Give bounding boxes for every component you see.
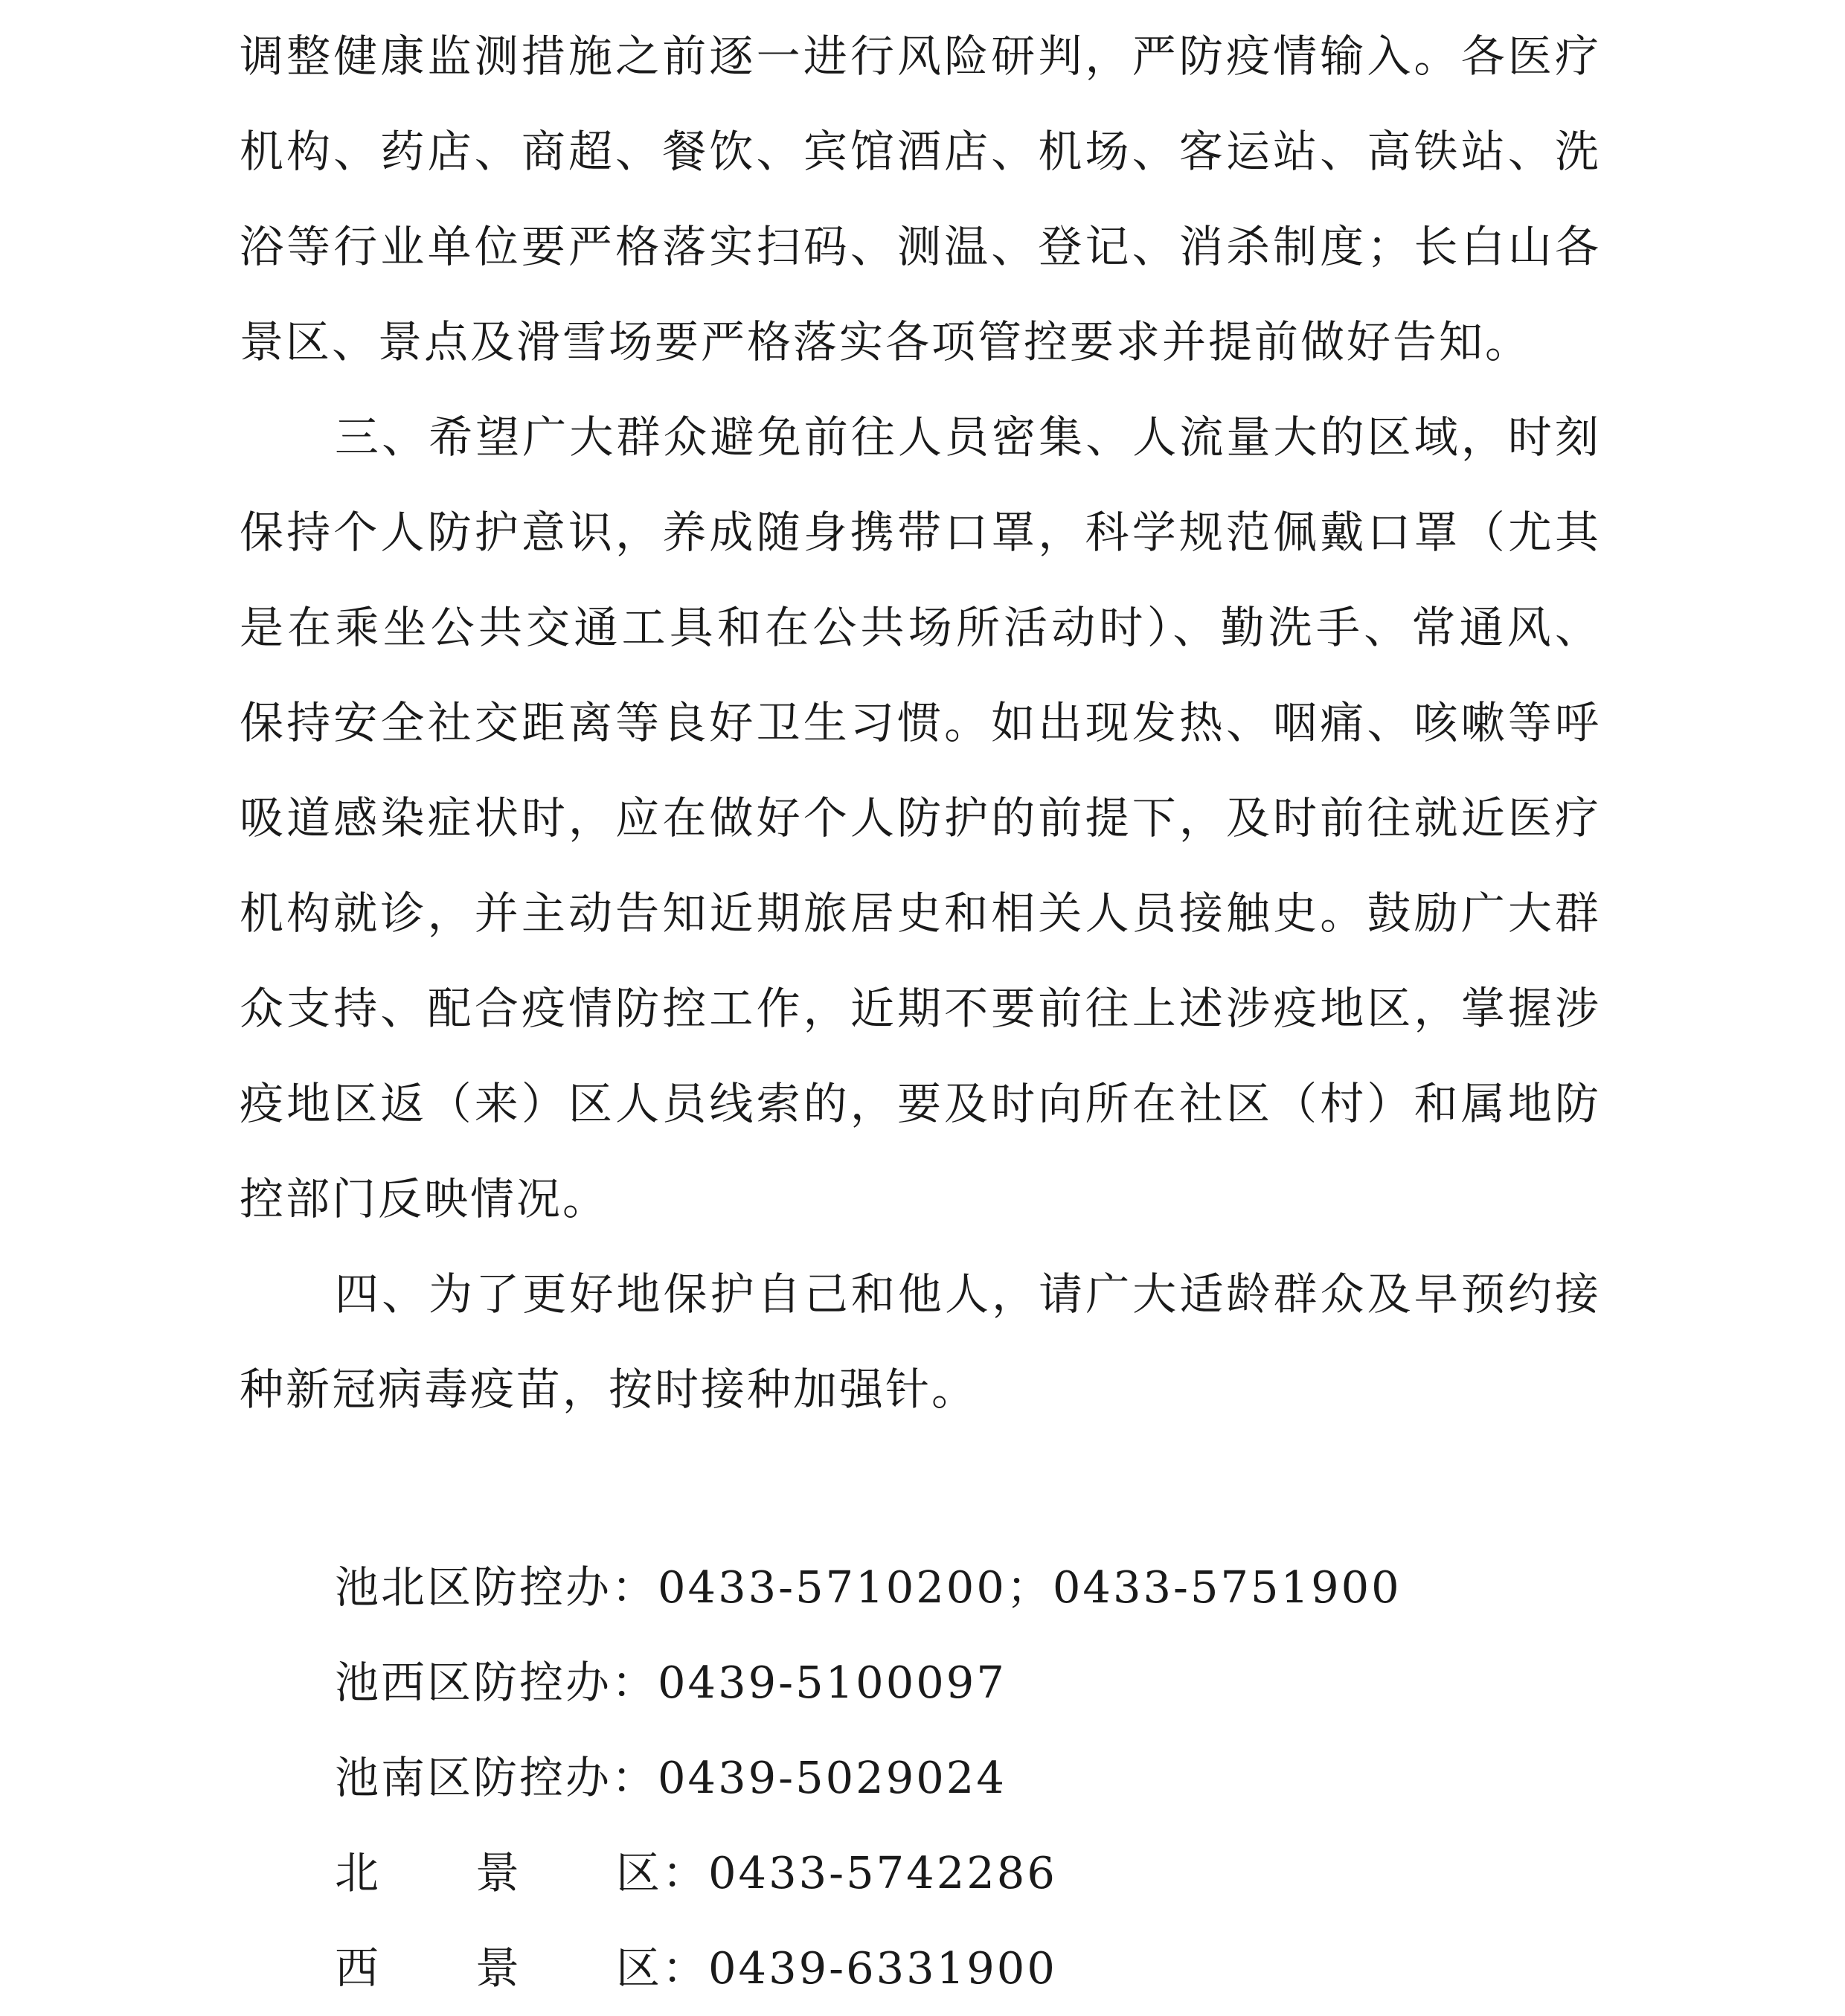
label-char: 北	[335, 1847, 382, 1898]
contact-label	[335, 1921, 662, 2016]
contact-phone: 0439-5029024	[658, 1752, 1007, 1803]
contact-row-beijingqu	[335, 1826, 1402, 1921]
paragraph-three: 三、希望广大群众避免前往人员密集、人流量大的区域，时刻保持个人防护意识，养成随身携带口罩，科学规范佩戴口罩（尤其是在乘坐公共交通工具和在公共场所活动时）、勤洗手、常通风、保持安全社交距离等良好卫生习惯。如出现发热、咽痛、咳嗽等呼吸道感染症状时，应在做好个人防护的前提下，及时前往就近医疗机构就诊，并主动告知近期旅居史和相关人员接触史。鼓励广大群众支持、配合疫情防控工作，近期不要前往上述涉疫地区，掌握涉疫地区返（来）区人员线索的，要及时向所在社区（村）和属地防控部门反映情况。	[240, 411, 1601, 1224]
contact-row-chixi	[335, 1635, 1402, 1730]
contact-row-chinan	[335, 1730, 1402, 1826]
contact-label: 池南区防控办：	[335, 1752, 658, 1803]
contact-phone: 0439-5100097	[658, 1657, 1007, 1708]
paragraph-continued: 调整健康监测措施之前逐一进行风险研判，严防疫情输入。各医疗机构、药店、商超、餐饮、宾馆酒店、机场、客运站、高铁站、洗浴等行业单位要严格落实扫码、测温、登记、消杀制度；长白山各景区、景点及滑雪场要严格落实各项管控要求并提前做好告知。	[240, 31, 1601, 367]
contact-row-chibei	[335, 1540, 1402, 1635]
paragraph-four: 四、为了更好地保护自己和他人，请广大适龄群众及早预约接种新冠病毒疫苗，按时接种加强针。	[240, 1268, 1601, 1415]
contact-phone: 0433-5710200；0433-5751900	[658, 1561, 1402, 1613]
contact-list	[335, 1540, 1402, 2016]
body-text	[240, 9, 1601, 1437]
contact-phone: 0439-6331900	[708, 1942, 1057, 1994]
label-suffix: ：	[662, 1847, 709, 1898]
label-char: 西	[335, 1942, 382, 1994]
label-char: 景	[475, 1942, 522, 1994]
label-char: 区	[615, 1847, 662, 1898]
contact-label: 池北区防控办：	[335, 1561, 658, 1613]
contact-row-xijingqu	[335, 1921, 1402, 2016]
contact-label	[335, 1826, 662, 1921]
contact-phone: 0433-5742286	[708, 1847, 1057, 1898]
label-suffix: ：	[662, 1942, 709, 1994]
label-char: 区	[615, 1942, 662, 1994]
contact-label: 池西区防控办：	[335, 1657, 658, 1708]
label-char: 景	[475, 1847, 522, 1898]
